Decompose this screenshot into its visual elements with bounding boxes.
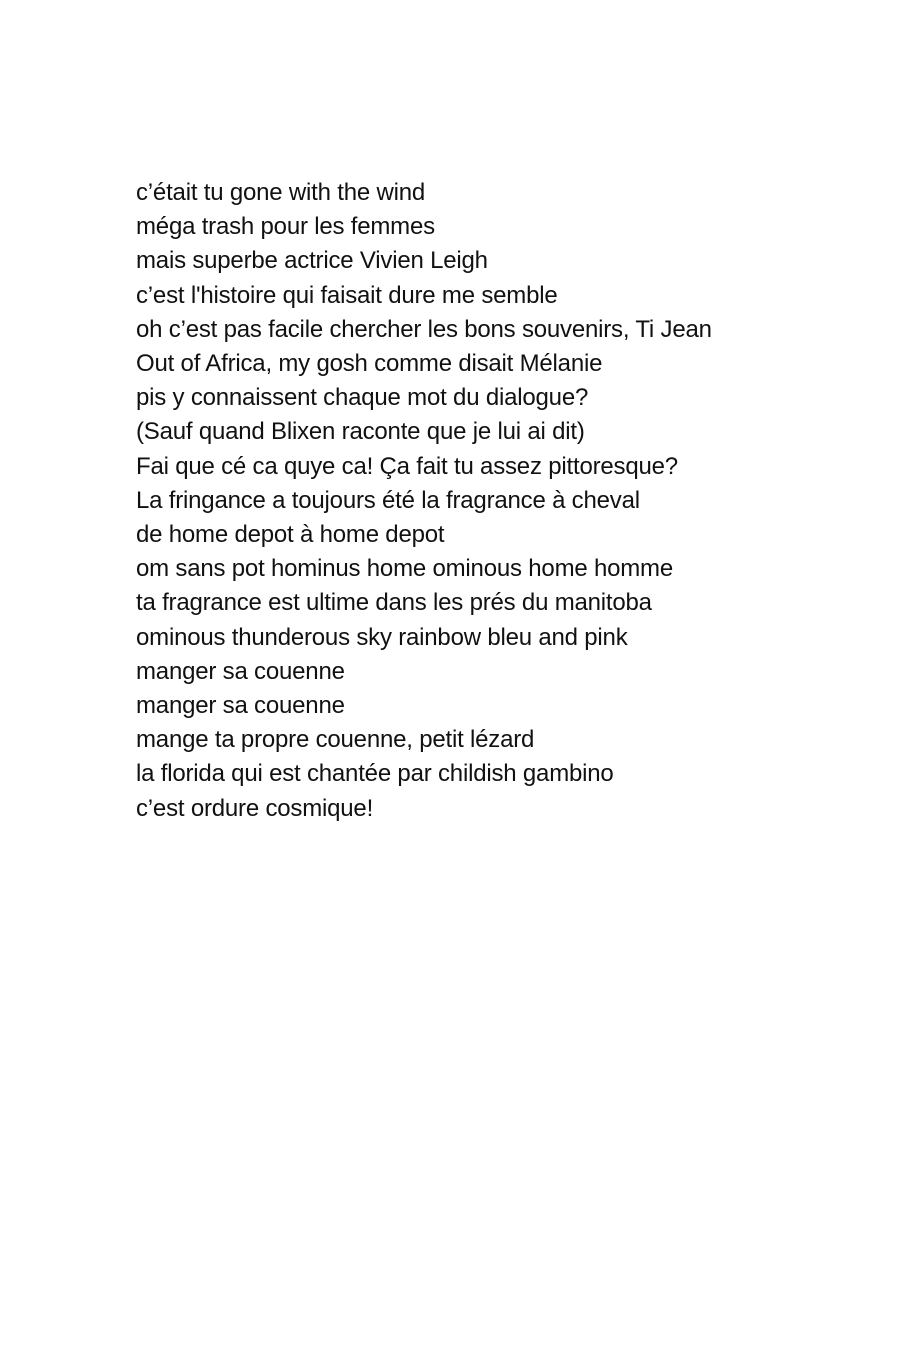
poem-line: mais superbe actrice Vivien Leigh [136, 247, 488, 275]
poem-line: ta fragrance est ultime dans les prés du manitoba [136, 589, 652, 617]
poem-line: manger sa couenne [136, 692, 345, 720]
poem-line: Fai que cé ca quye ca! Ça fait tu assez pittoresque? [136, 452, 678, 480]
poem-line: pis y connaissent chaque mot du dialogue? [136, 384, 589, 412]
poem-line: manger sa couenne [136, 657, 345, 685]
poem-line: la florida qui est chantée par childish gambino [136, 760, 614, 788]
poem-line: c’est l'histoire qui faisait dure me semble [136, 281, 558, 309]
poem-line: om sans pot hominus home ominous home homme [136, 555, 674, 583]
poem-line: de home depot à home depot [136, 521, 445, 549]
poem-line: mange ta propre couenne, petit lézard [136, 726, 535, 754]
poem-line: c’est ordure cosmique! [136, 794, 374, 822]
poem-line: oh c’est pas facile chercher les bons souvenirs, Ti Jean [136, 315, 712, 343]
poem-text [136, 176, 876, 826]
poem-line: (Sauf quand Blixen raconte que je lui ai dit) [136, 418, 585, 446]
poem-line: Out of Africa, my gosh comme disait Mélanie [136, 350, 603, 378]
poem-line: c’était tu gone with the wind [136, 179, 426, 206]
poem-line: méga trash pour les femmes [136, 213, 435, 241]
poem-line: La fringance a toujours été la fragrance à cheval [136, 486, 640, 514]
poem-line: ominous thunderous sky rainbow bleu and pink [136, 623, 628, 651]
